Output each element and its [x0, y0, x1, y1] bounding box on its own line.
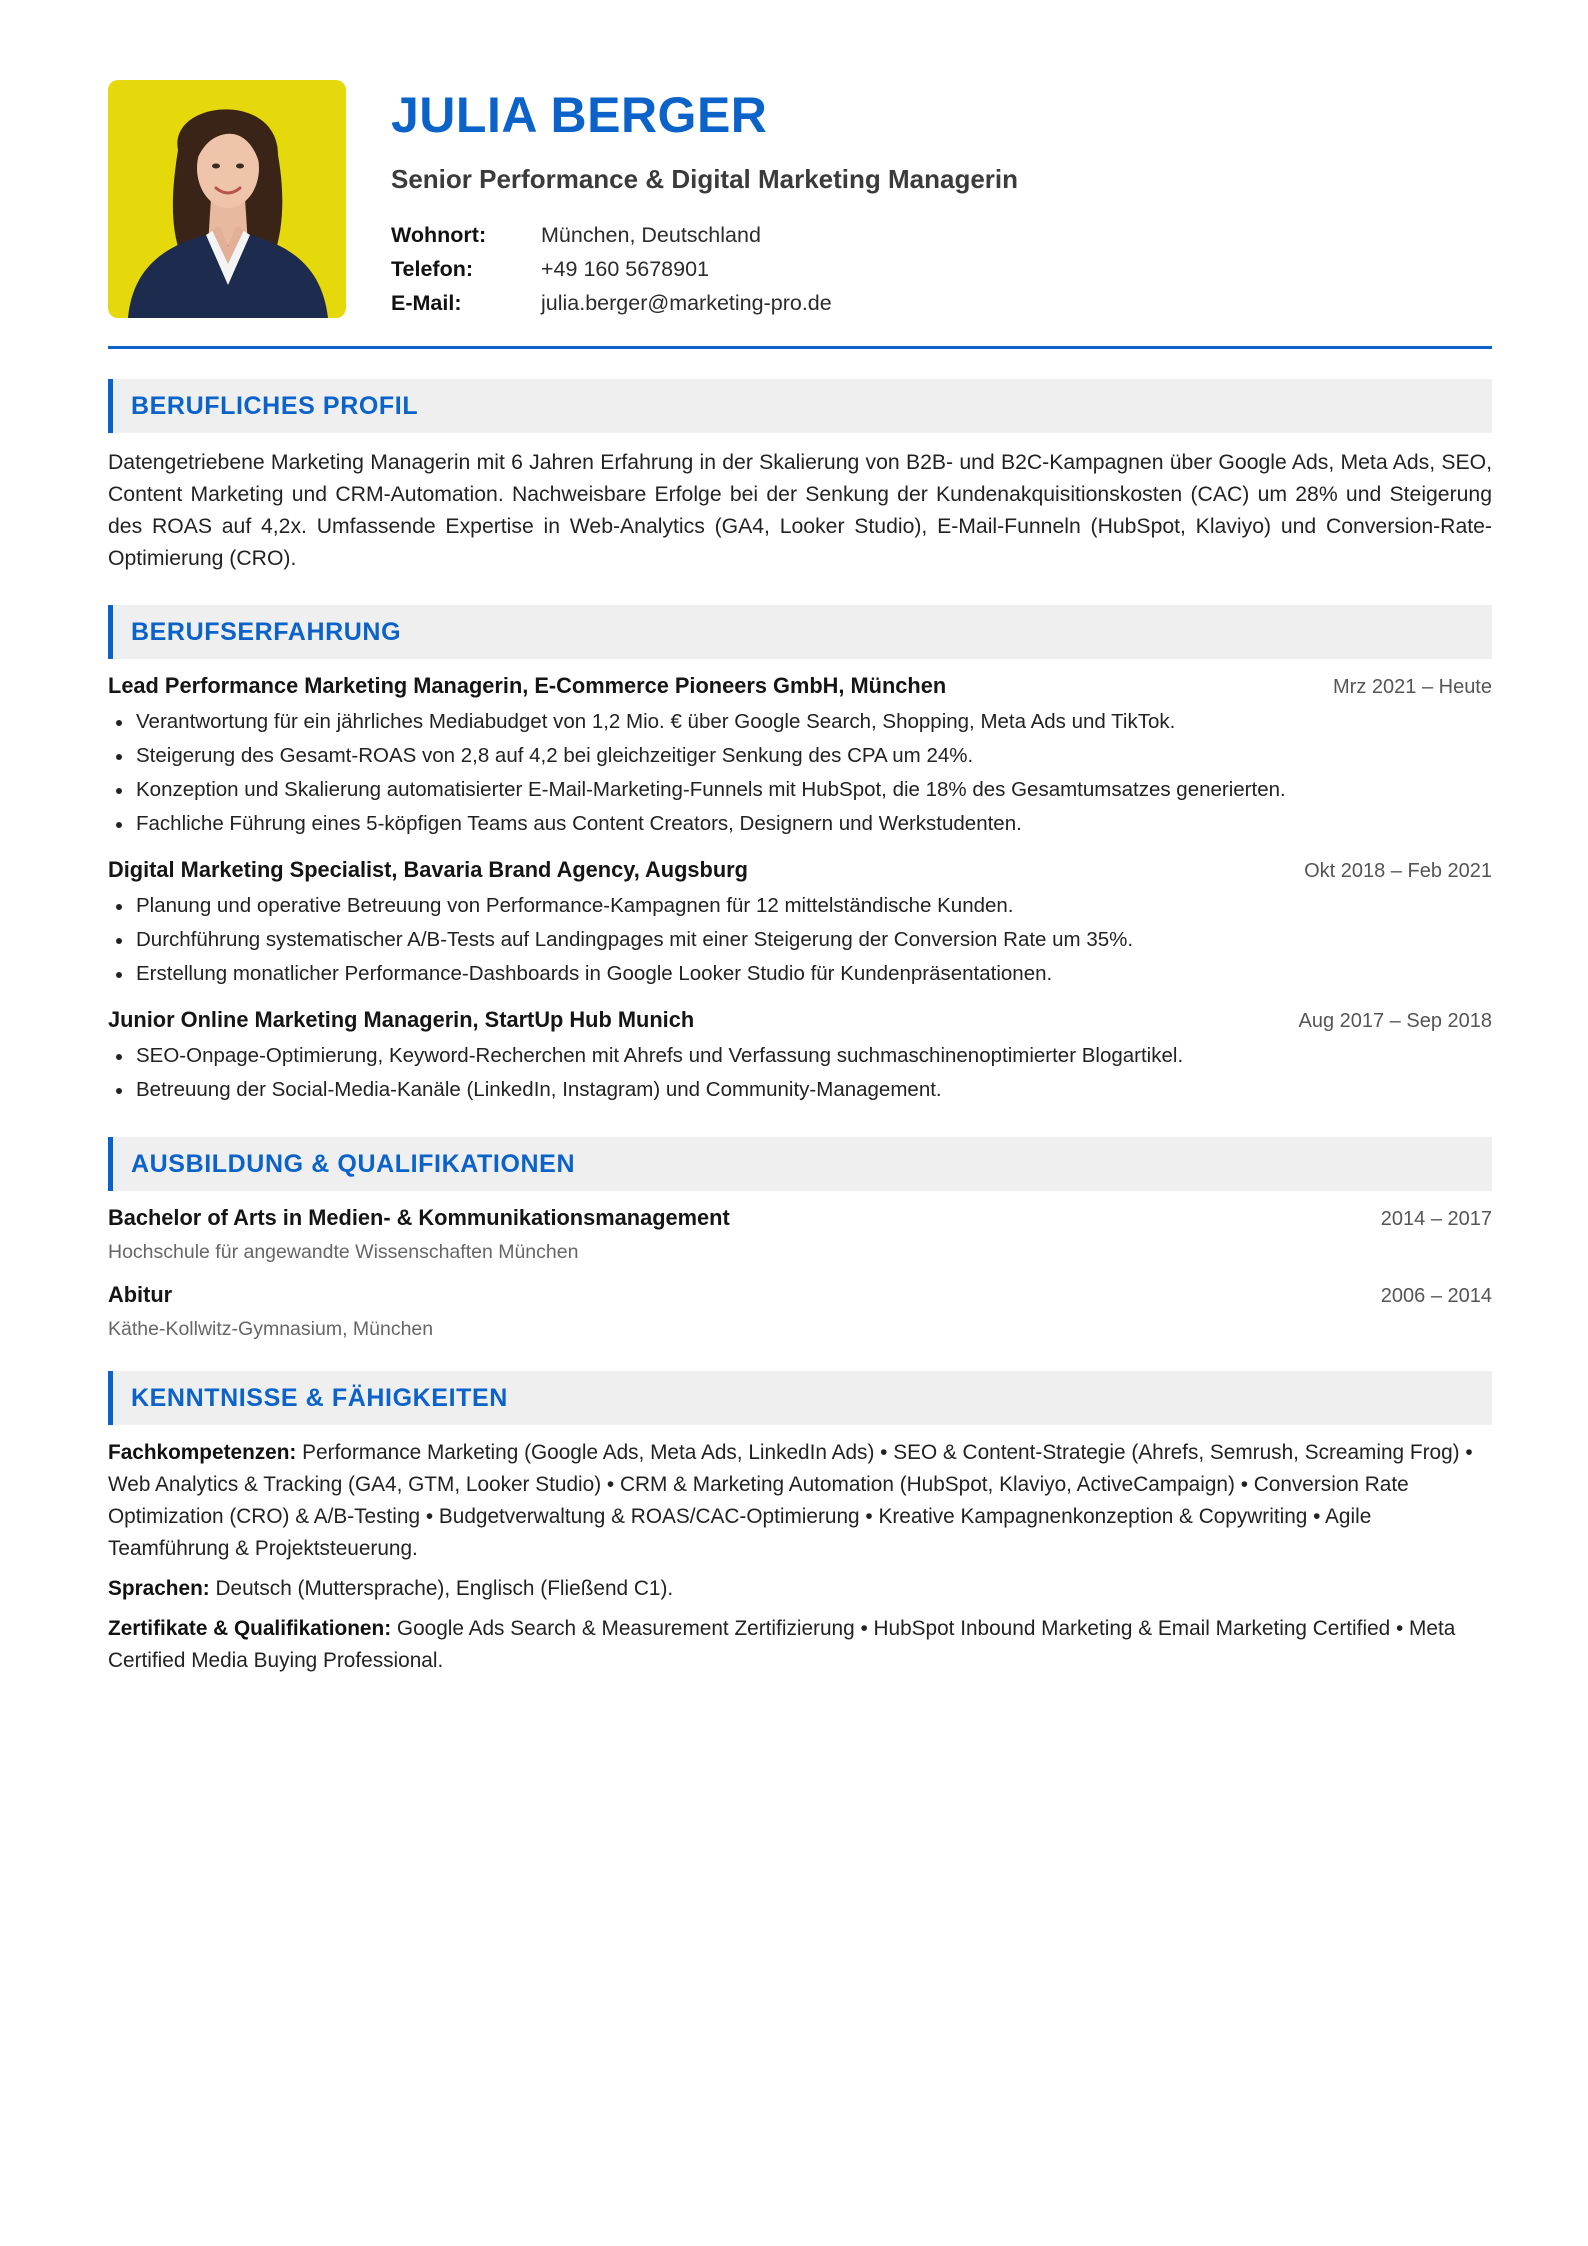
- contact-block: [391, 218, 1018, 320]
- job-bullet: Konzeption und Skalierung automatisierter E-Mail-Marketing-Funnels mit HubSpot, die 18% des Gesamtumsatzes generierten.: [108, 773, 1492, 807]
- languages-label: Sprachen:: [108, 1577, 210, 1600]
- education-years: 2014 – 2017: [1380, 1208, 1492, 1230]
- languages-text: Deutsch (Muttersprache), Englisch (Fließend C1).: [215, 1577, 674, 1600]
- job-title: Junior Online Marketing Managerin, StartUp Hub Munich: [108, 1007, 695, 1032]
- job-bullet: Betreuung der Social-Media-Kanäle (LinkedIn, Instagram) und Community-Management.: [108, 1073, 1492, 1107]
- education-header: [108, 1282, 1492, 1308]
- profile-photo: [108, 80, 346, 318]
- job-bullet: Durchführung systematischer A/B-Tests auf Landingpages mit einer Steigerung der Conversion Rate um 35%.: [108, 923, 1492, 957]
- job-header: [108, 1007, 1492, 1033]
- certificates-label: Zertifikate & Qualifikationen:: [108, 1617, 392, 1640]
- section-title: AUSBILDUNG & QUALIFIKATIONEN: [131, 1149, 576, 1178]
- section-header-profile: [108, 379, 1492, 433]
- section-title: BERUFLICHES PROFIL: [131, 391, 419, 420]
- education-school: Hochschule für angewandte Wissenschaften München: [108, 1241, 579, 1263]
- skills-paragraph: [108, 1437, 1492, 1565]
- job-header: [108, 857, 1492, 883]
- job-header: [108, 673, 1492, 699]
- portrait-illustration: [108, 80, 346, 318]
- certificates-text: Google Ads Search & Measurement Zertifizierung • HubSpot Inbound Marketing & Email Marketing Certified • Meta Certified Media Buying Professional.: [108, 1617, 1456, 1672]
- contact-value: München, Deutschland: [541, 222, 761, 247]
- job-title: Lead Performance Marketing Managerin, E-Commerce Pioneers GmbH, München: [108, 673, 947, 698]
- job-entry: [108, 673, 1492, 841]
- job-bullet: Steigerung des Gesamt-ROAS von 2,8 auf 4,2 bei gleichzeitiger Senkung des CPA um 24%.: [108, 739, 1492, 773]
- job-entry: [108, 857, 1492, 991]
- education-school: Käthe-Kollwitz-Gymnasium, München: [108, 1318, 434, 1340]
- job-date: Mrz 2021 – Heute: [1333, 676, 1492, 698]
- contact-row-location: [391, 218, 1018, 252]
- certificates-paragraph: [108, 1613, 1492, 1677]
- job-subtitle: Senior Performance & Digital Marketing Managerin: [391, 164, 1019, 194]
- header-divider: [108, 346, 1492, 349]
- resume-header: [108, 80, 1492, 318]
- job-bullet: Planung und operative Betreuung von Performance-Kampagnen für 12 mittelständische Kunden.: [108, 889, 1492, 923]
- job-date: Aug 2017 – Sep 2018: [1298, 1010, 1492, 1032]
- contact-row-email: [391, 286, 1018, 320]
- education-entry: [108, 1205, 1492, 1264]
- education-years: 2006 – 2014: [1380, 1285, 1492, 1307]
- section-header-education: [108, 1137, 1492, 1191]
- experience-list: [108, 673, 1492, 1107]
- job-date: Okt 2018 – Feb 2021: [1304, 860, 1492, 882]
- skills-label: Fachkompetenzen:: [108, 1441, 297, 1464]
- profile-text: Datengetriebene Marketing Managerin mit 6 Jahren Erfahrung in der Skalierung von B2B- und B2C-Kampagnen über Google Ads, Meta Ads, SEO, Content Marketing und CRM-Automation. Nachweisbare Erfolge bei der Senkung der Kundenakquisitionskosten (CAC) um 28% und Steigerung des ROAS auf 4,2x. Umfassende Expertise in Web-Analytics (GA4, Looker Studio), E-Mail-Funneln (HubSpot, Klaviyo) und Conversion-Rate-Optimierung (CRO).: [108, 451, 1492, 570]
- person-name: JULIA BERGER: [391, 87, 768, 143]
- skills-text: Performance Marketing (Google Ads, Meta Ads, LinkedIn Ads) • SEO & Content-Strategie (Ahrefs, Semrush, Screaming Frog) • Web Analytics & Tracking (GA4, GTM, Looker Studio) • CRM & Marketing Automation (HubSpot, Klaviyo, ActiveCampaign) • Conversion Rate Optimization (CRO) & A/B-Testing • Budgetverwaltung & ROAS/CAC-Optimierung • Kreative Kampagnenkonzeption & Copywriting • Agile Teamführung & Projektsteuerung.: [108, 1441, 1473, 1560]
- job-bullets: [108, 1039, 1492, 1107]
- job-bullet: SEO-Onpage-Optimierung, Keyword-Recherchen mit Ahrefs und Verfassung suchmaschinenoptimierter Blogartikel.: [108, 1039, 1492, 1073]
- education-entry: [108, 1282, 1492, 1341]
- job-bullet: Erstellung monatlicher Performance-Dashboards in Google Looker Studio für Kundenpräsentationen.: [108, 957, 1492, 991]
- contact-value: julia.berger@marketing-pro.de: [541, 290, 832, 315]
- languages-paragraph: [108, 1573, 1492, 1605]
- resume-content: [108, 80, 1492, 1677]
- job-bullet: Verantwortung für ein jährliches Mediabudget von 1,2 Mio. € über Google Search, Shopping, Meta Ads und TikTok.: [108, 705, 1492, 739]
- job-bullets: [108, 889, 1492, 991]
- contact-value: +49 160 5678901: [541, 256, 709, 281]
- section-header-skills: [108, 1371, 1492, 1425]
- section-title: KENNTNISSE & FÄHIGKEITEN: [131, 1383, 508, 1412]
- contact-label: E-Mail:: [391, 290, 462, 315]
- job-bullets: [108, 705, 1492, 841]
- section-header-experience: [108, 605, 1492, 659]
- header-info: [391, 80, 1018, 320]
- education-header: [108, 1205, 1492, 1231]
- job-title: Digital Marketing Specialist, Bavaria Brand Agency, Augsburg: [108, 857, 748, 882]
- education-degree: Bachelor of Arts in Medien- & Kommunikationsmanagement: [108, 1205, 730, 1230]
- contact-row-phone: [391, 252, 1018, 286]
- job-bullet: Fachliche Führung eines 5-köpfigen Teams aus Content Creators, Designern und Werkstudenten.: [108, 807, 1492, 841]
- section-title: BERUFSERFAHRUNG: [131, 617, 402, 646]
- education-degree: Abitur: [108, 1282, 173, 1307]
- contact-label: Telefon:: [391, 256, 474, 281]
- job-entry: [108, 1007, 1492, 1107]
- contact-label: Wohnort:: [391, 222, 487, 247]
